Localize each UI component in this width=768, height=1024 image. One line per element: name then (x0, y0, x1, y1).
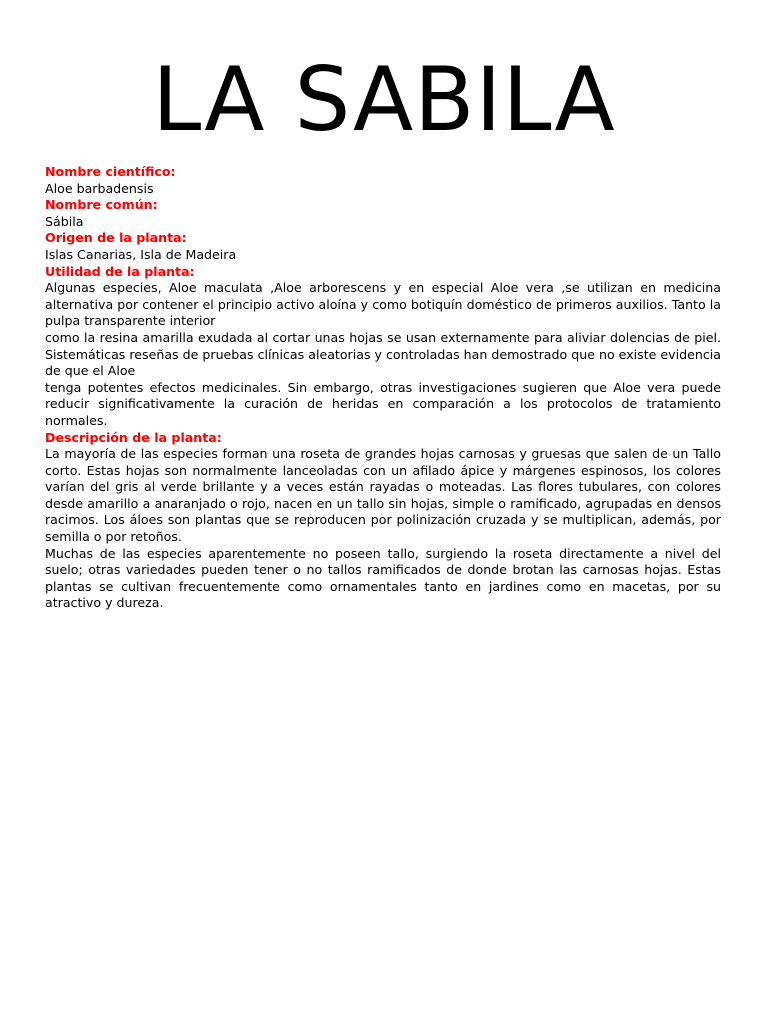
common-name-heading: Nombre común: (45, 197, 158, 213)
utility-heading: Utilidad de la planta: (45, 263, 195, 279)
document-title: LA SABILA (152, 48, 616, 151)
scientific-name-value: Aloe barbadensis (45, 180, 154, 196)
description-heading: Descripción de la planta: (45, 429, 222, 445)
utility-paragraph: tenga potentes efectos medicinales. Sin embargo, otras investigaciones sugieren que Aloe vera puede reducir significativamente la curación de heridas en comparación a los protocolos de tratamiento normales. (45, 379, 721, 428)
description-paragraph: La mayoría de las especies forman una roseta de grandes hojas carnosas y gruesas que salen de un Tallo corto. Estas hojas son normalmente lanceoladas con un afilado ápice y márgenes espinosos, los colores varían del gris al verde brillante y a veces están rayadas o moteadas. Las flores tubulares, con colores desde amarillo a anaranjado o rojo, nacen en un tallo sin hojas, simple o ramificado, agrupadas en densos racimos. Los áloes son plantas que se reproducen por polinización cruzada y se multiplican, además, por semilla o por retoños. (45, 446, 721, 545)
scientific-name-heading: Nombre científico: (45, 164, 176, 179)
utility-paragraph: Algunas especies, Aloe maculata ,Aloe arborescens y en especial Aloe vera ,se utilizan en medicina alternativa por contener el principio activo aloína y como botiquín doméstico de primeros auxilios. Tanto la pulpa transparente interior (45, 280, 721, 329)
common-name-value: Sábila (45, 213, 84, 229)
origin-value: Islas Canarias, Isla de Madeira (45, 246, 237, 262)
origin-heading: Origen de la planta: (45, 230, 187, 246)
description-paragraph: Muchas de las especies aparentemente no poseen tallo, surgiendo la roseta directamente a nivel del suelo; otras variedades pueden tener o no tallos ramificados de donde brotan las carnosas hojas. Estas plantas se cultivan frecuentemente como ornamentales tanto en jardines como en macetas, por su atractivo y dureza. (45, 545, 721, 611)
document-body (45, 164, 721, 612)
utility-paragraph: como la resina amarilla exudada al cortar unas hojas se usan externamente para aliviar dolencias de piel. Sistemáticas reseñas de pruebas clínicas aleatorias y controladas han demostrado que no existe evidencia de que el Aloe (45, 329, 721, 379)
